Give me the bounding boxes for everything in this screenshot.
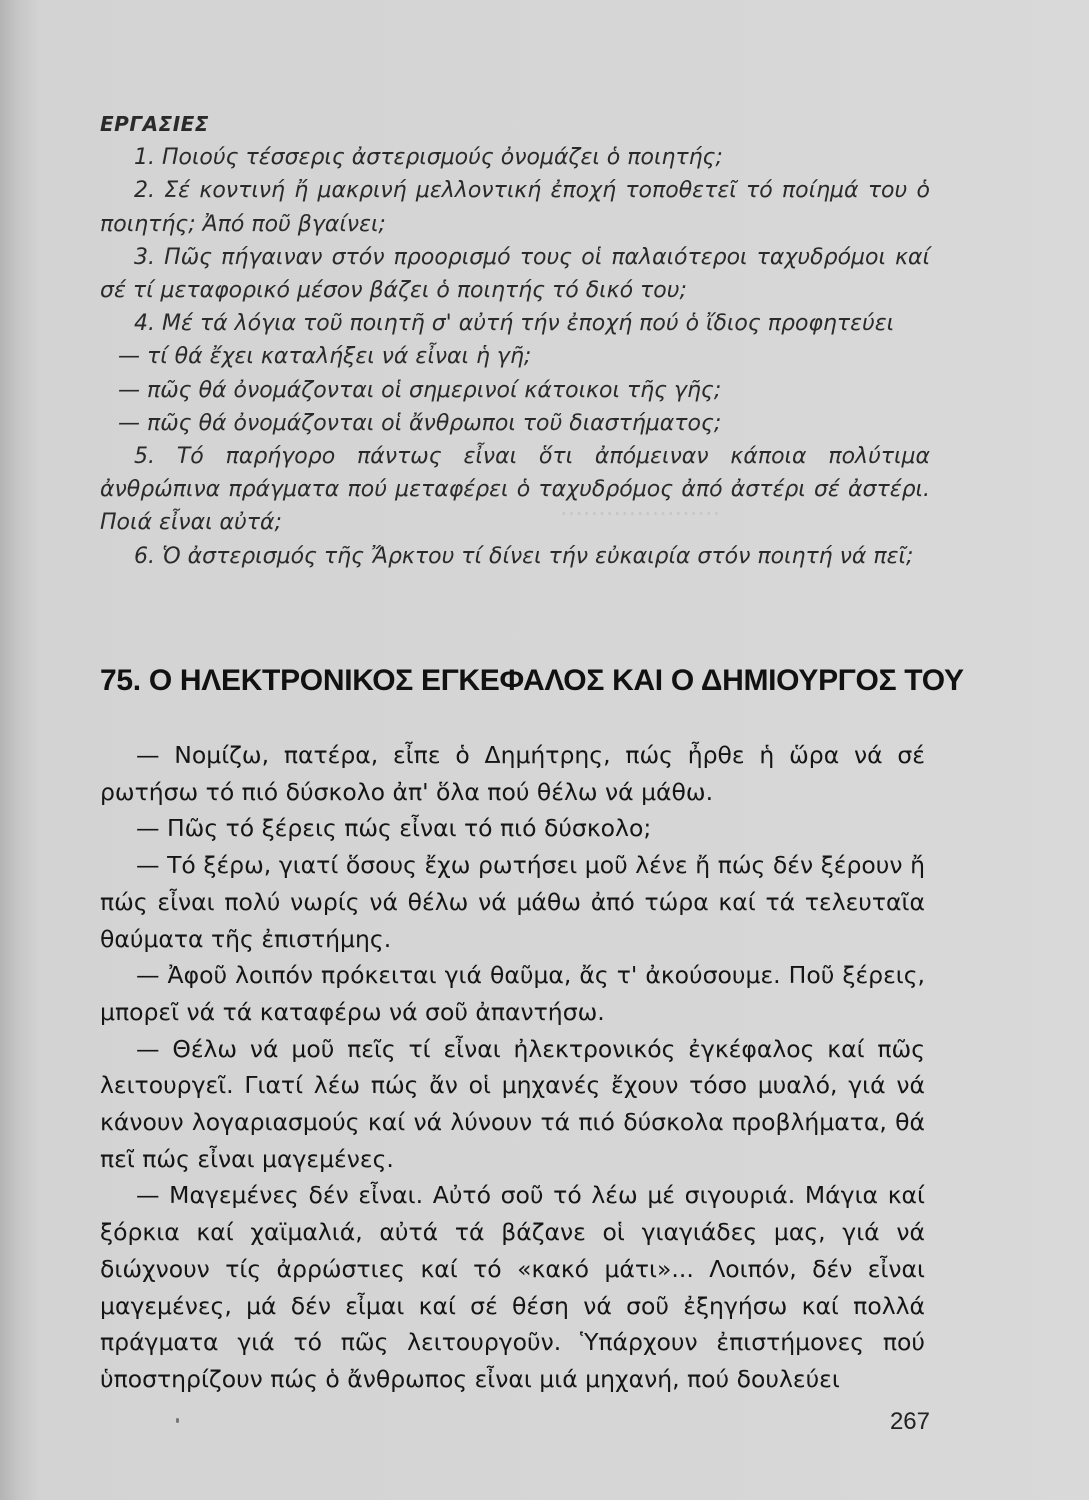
dialogue-paragraph: — Ἀφοῦ λοιπόν πρόκειται γιά θαῦμα, ἄς τ' ἀκούσουμε. Ποῦ ξέρεις, μπορεῖ νά τά καταφέρω νά σοῦ ἀπαντήσω.: [100, 961, 925, 1026]
exercise-question-2: 2. Σέ κοντινή ἤ μακρινή μελλοντική ἐποχή τοποθετεῖ τό ποίημά του ὁ ποιητής; Ἀπό ποῦ βγαίνει;: [100, 178, 930, 237]
exercise-question-4b: — πῶς θά ὀνομάζονται οἱ σημερινοί κάτοικοι τῆς γῆς;: [118, 377, 722, 403]
dialogue-paragraph: — Θέλω νά μοῦ πεῖς τί εἶναι ἠλεκτρονικός ἐγκέφαλος καί πῶς λειτουργεῖ. Γιατί λέω πώς ἄν οἱ μηχανές ἔχουν τόσο μυαλό, γιά νά κάνουν λογαριασμούς καί νά λύνουν τά πιό δύσκολα προβλήματα, θά πεῖ πώς εἶναι μαγεμένες.: [100, 1034, 925, 1173]
dialogue-paragraph: — Τό ξέρω, γιατί ὅσους ἔχω ρωτήσει μοῦ λένε ἤ πώς δέν ξέρουν ἤ πώς εἶναι πολύ νωρίς νά θέλω νά μάθω ἀπό τώρα καί τά τελευταῖα θαύματα τῆς ἐπιστήμης.: [100, 851, 925, 953]
exercise-question-4a: — τί θά ἔχει καταλήξει νά εἶναι ἡ γῆ;: [118, 344, 532, 370]
exercises-section: [100, 108, 930, 573]
exercise-question-6: 6. Ὁ ἀστερισμός τῆς Ἄρκτου τί δίνει τήν εὐκαιρία στόν ποιητή νά πεῖ;: [134, 543, 914, 569]
exercise-question-5: 5. Τό παρήγορο πάντως εἶναι ὅτι ἀπόμειναν κάποια πολύτιμα ἀνθρώπινα πράγματα πού μεταφέρει ὁ ταχυδρόμος ἀπό ἀστέρι σέ ἀστέρι. Ποιά εἶναι αὐτά;: [100, 444, 930, 536]
bleed-through-texture: ·····················: [560, 500, 721, 528]
exercises-title: ΕΡΓΑΣΙΕΣ: [100, 112, 209, 136]
exercise-question-4: 4. Μέ τά λόγια τοῦ ποιητῆ σ' αὐτή τήν ἐποχή πού ὁ ἴδιος προφητεύει: [134, 311, 895, 337]
dialogue-paragraph: — Νομίζω, πατέρα, εἶπε ὁ Δημήτρης, πώς ἦρθε ἡ ὥρα νά σέ ρωτήσω τό πιό δύσκολο ἀπ' ὅλα πού θέλω νά μάθω.: [100, 741, 925, 806]
dialogue-paragraph: — Πῶς τό ξέρεις πώς εἶναι τό πιό δύσκολο;: [136, 814, 652, 843]
exercise-question-3: 3. Πῶς πήγαιναν στόν προορισμό τους οἱ παλαιότεροι ταχυδρόμοι καί σέ τί μεταφορικό μέσον βάζει ὁ ποιητής τό δικό του;: [100, 244, 930, 304]
page-number: 267: [889, 1408, 930, 1435]
chapter-title: 75. Ο ΗΛΕΚΤΡΟΝΙΚΟΣ ΕΓΚΕΦΑΛΟΣ ΚΑΙ Ο ΔΗΜΙΟΥΡΓΟΣ ΤΟΥ: [100, 664, 964, 697]
exercise-question-1: 1. Ποιούς τέσσερις ἀστερισμούς ὀνομάζει ὁ ποιητής;: [134, 145, 723, 171]
chapter-body: [100, 737, 925, 1398]
print-speck: [176, 1418, 179, 1423]
exercise-question-4c: — πῶς θά ὀνομάζονται οἱ ἄνθρωποι τοῦ διαστήματος;: [118, 410, 722, 436]
dialogue-paragraph: — Μαγεμένες δέν εἶναι. Αὐτό σοῦ τό λέω μέ σιγουριά. Μάγια καί ξόρκια καί χαϊμαλιά, αὐτά τά βάζανε οἱ γιαγιάδες μας, γιά νά διώχνουν τίς ἀρρώστιες καί τό «κακό μάτι»... Λοιπόν, δέν εἶναι μαγεμένες, μά δέν εἶμαι καί σέ θέση νά σοῦ ἐξηγήσω καί πολλά πράγματα γιά τό πῶς λειτουργοῦν. Ὑπάρχουν ἐπιστήμονες πού ὑποστηρίζουν πώς ὁ ἄνθρωπος εἶναι μιά μηχανή, πού δουλεύει: [100, 1181, 925, 1393]
